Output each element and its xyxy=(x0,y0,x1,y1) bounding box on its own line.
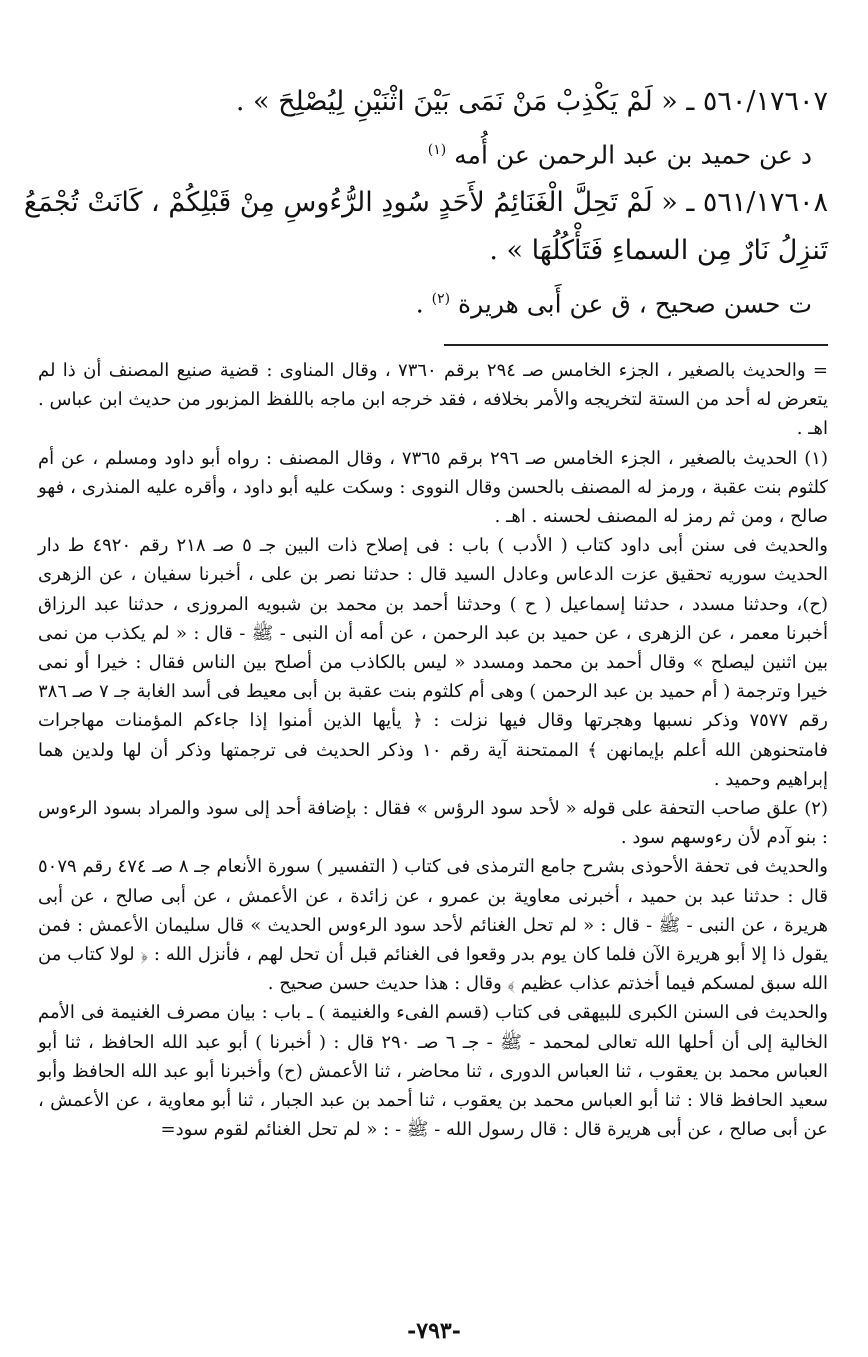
footnote-continuation: = والحديث بالصغير ، الجزء الخامس صـ ٢٩٤ برقم ٧٣٦٠ ، وقال المناوى : قضية صنيع المصنف أن ذا لم يتعرض له أحد من الستة لتخريجه والأمر بخلافه ، فقد خرجه ابن ماجه باللفظ المزبور من حديث ابن عباس . اهـ . xyxy=(38,360,829,440)
footnote-ref-2: (٢) xyxy=(431,291,451,308)
hadith-560-line: ٥٦٠/١٧٦٠٧ ـ « لَمْ يَكْذِبْ مَنْ نَمَى بَيْنَ اثْنَيْنِ لِيُصْلِحَ » . xyxy=(235,86,828,117)
page-number: -٧٩٣- xyxy=(407,1318,461,1344)
hadith-561-line-1: ٥٦١/١٧٦٠٨ ـ « لَمْ تَحِلَّ الْغَنَائِمُ لأَحَدٍ سُودِ الرُّءُوسِ مِنْ قَبْلِكُمْ ، كَانَتْ تُجْمَعُ xyxy=(23,187,828,219)
hadith-561-text xyxy=(23,179,828,227)
footnotes xyxy=(38,356,828,1144)
footnote-1-detail: والحديث فى سنن أبى داود كتاب ( الأدب ) باب : فى إصلاح ذات البين جـ ٥ صـ ٢١٨ رقم ٤٩٢٠ ط دار الحديث سوريه تحقيق عزت الدعاس وعادل السيد قال : حدثنا نصر بن على ، أخبرنا سفيان ، عن الزهرى (ح)، وحدثنا مسدد ، حدثنا إسماعيل ( ح ) وحدثنا أحمد بن محمد بن شبويه المروزى ، حدثنا عبد الرزاق أخبرنا معمر ، عن الزهرى ، عن حميد بن عبد الرحمن ، عن أمه أن النبى - ﷺ - قال : « لم يكذب من نمى بين اثنين ليصلح » وقال أحمد بن محمد ومسدد « ليس بالكاذب من أصلح بين الناس فقال : خيرا أو نمى خيرا وترجمة ( أم حميد بن عبد الرحمن ) وهى أم كلثوم بنت عقبة بن أبى معيط فى أسد الغابة جـ ٧ صـ ٣٨٦ رقم ٧٥٧٧ وذكر نسبها وهجرتها وقال فيها نزلت : ﴿ يأيها الذين أمنوا إذا جاءكم المؤمنات مهاجرات فامتحنوهن الله أعلم بإيمانهن ﴾ الممتحنة آية رقم ١٠ وذكر الحديث فى ترجمتها وذكر أن لها ولدين هما إبراهيم وحميد . xyxy=(38,535,828,790)
hadith-560-source xyxy=(40,126,828,179)
footnote-1: (١) الحديث بالصغير ، الجزء الخامس صـ ٢٩٦ برقم ٧٣٦٥ ، وقال المصنف : رواه أبو داود ومسلم ، عن أم كلثوم بنت عقبة ، ورمز له المصنف بالحسن وقال النووى : وسكت عليه أبو داود ، وأقره عليه المنذرى ، فهو صالح ، ومن ثم رمز له المصنف لحسنه . اهـ . xyxy=(38,447,828,528)
hadith-561-source-text: ت حسن صحيح ، ق عن أَبى هريرة xyxy=(458,289,812,319)
hadith-561-source-tail: . xyxy=(415,289,432,319)
hadith-block xyxy=(23,78,828,329)
hadith-560-text xyxy=(40,78,828,126)
footnote-2-tirmidhi: والحديث فى تحفة الأحوذى بشرح جامع الترمذى فى كتاب ( التفسير ) سورة الأنعام جـ ٨ صـ ٤٧٤ رقم ٥٠٧٩ قال : حدثنا عبد بن حميد ، أخبرنى معاوية بن عمرو ، عن زائدة ، عن الأعمش ، عن أبى صالح ، عن أبى هريرة ، عن النبى - ﷺ - قال : « لم تحل الغنائم لأحد سود الرءوس الحديث » قال سليمان الأعمش : فمن يقول ذا إلا أبو هريرة الآن فلما كان يوم بدر وقعوا فى الغنائم قبل أن تحل لهم ، فأنزل الله : ﴿ لولا كتاب من الله سبق لمسكم فيما أخذتم عذاب عظيم ﴾ وقال : هذا حديث حسن صحيح . xyxy=(38,856,828,995)
footnote-divider xyxy=(444,344,828,346)
footnote-ref-1: (١) xyxy=(427,142,447,158)
hadith-560-source-text: د عن حميد بن عبد الرحمن عن أُمه xyxy=(454,140,812,170)
footnote-2-bayhaqi: والحديث فى السنن الكبرى للبيهقى فى كتاب (قسم الفىء والغنيمة ) ـ باب : بيان مصرف الغنيمة فى الأمم الخالية إلى أن أحلها الله تعالى لمحمد - ﷺ - جـ ٦ صـ ٢٩٠ قال : ( أخبرنا ) أبو عبد الله الحافظ ، ثنا أبو العباس محمد بن يعقوب ، ثنا العباس الدورى ، ثنا محاضر ، ثنا الأعمش (ح) وأخبرنا أبو عبد الله الحافظ وأبو سعيد الحافظ قالا : ثنا أبو العباس محمد بن يعقوب ، ثنا أحمد بن عبد الجبار ، ثنا أبو معاوية ، عن الأعمش ، عن أبى صالح ، عن أبى هريرة قال : قال رسول الله - ﷺ - : « لم تحل الغنائم لقوم سود= xyxy=(38,1002,828,1141)
hadith-561-line-2: تَنزِلُ نَارٌ مِن السماءِ فَتَأْكُلُهَا » . xyxy=(489,235,828,267)
hadith-561-text-cont xyxy=(40,227,828,275)
footnote-2: (٢) علق صاحب التحفة على قوله « لأحد سود الرؤس » فقال : بإضافة أحد إلى سود والمراد بسود الرءوس : بنو آدم لأن رءوسهم سود . xyxy=(38,798,828,849)
hadith-561-source xyxy=(40,275,828,328)
